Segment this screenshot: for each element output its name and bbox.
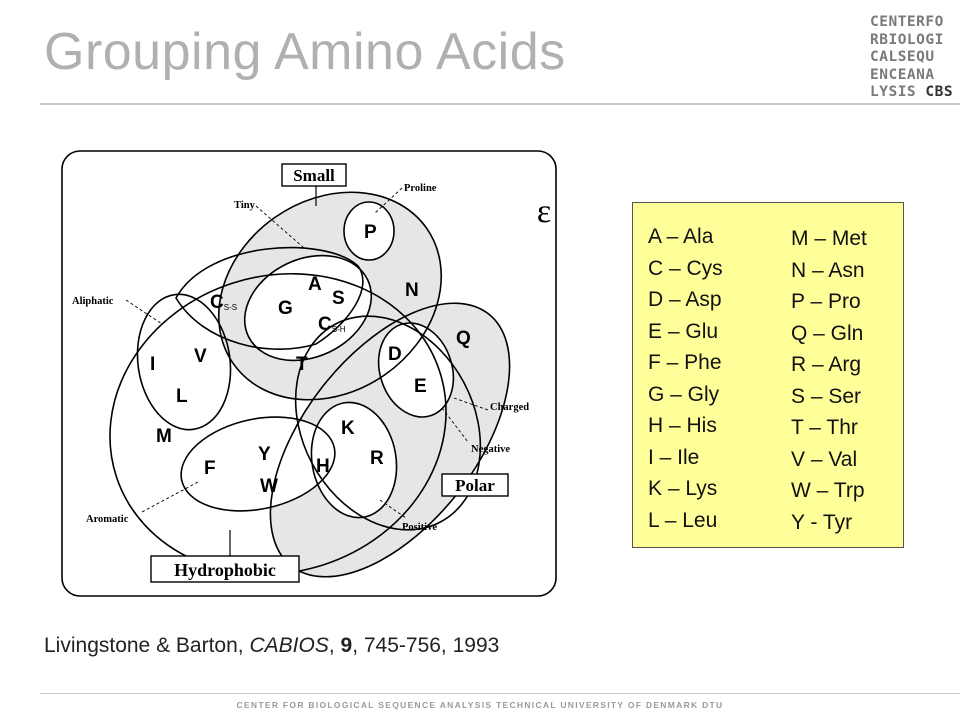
small-label: Small (293, 166, 335, 185)
footer-text: CENTER FOR BIOLOGICAL SEQUENCE ANALYSIS TECHNICAL UNIVERSITY OF DENMARK DTU (236, 700, 724, 710)
logo-line-2: RBIOLOGI (870, 31, 944, 48)
key-entry: D – Asp (648, 288, 722, 311)
citation (44, 634, 499, 658)
charged-callout: Charged (490, 402, 530, 413)
key-entry: I – Ile (648, 445, 700, 469)
logo-line-5 (870, 84, 953, 102)
key-entry: F – Phe (648, 351, 722, 374)
residue-D: D (388, 344, 402, 365)
title-divider (40, 103, 960, 105)
residue-C-sh-subscript: S-H (331, 325, 346, 334)
residue-T: T (296, 354, 308, 375)
logo-accent: CBS (925, 84, 954, 100)
residue-F: F (204, 458, 216, 479)
residue-S: S (332, 288, 345, 309)
key-entry: Q – Gln (791, 321, 864, 345)
residue-H: H (316, 456, 330, 477)
venn-diagram (58, 148, 558, 600)
page-title: Grouping Amino Acids (44, 23, 566, 81)
footer-divider (40, 693, 960, 694)
key-entry: T – Thr (791, 416, 858, 439)
citation-volume: 9 (340, 634, 353, 657)
citation-pages-year: , 745-756, 1993 (352, 634, 500, 657)
key-entry: S – Ser (791, 384, 862, 408)
citation-journal: CABIOS (249, 634, 329, 657)
key-entry: N – Asn (791, 258, 865, 282)
key-entry: L – Leu (648, 508, 718, 532)
key-entry: Y - Tyr (791, 510, 853, 534)
residue-Q: Q (456, 328, 471, 349)
logo-line-4: ENCEANA (870, 66, 935, 83)
residue-P: P (364, 222, 377, 243)
residue-G: G (278, 298, 293, 319)
positive-callout: Positive (402, 522, 437, 533)
logo-line-5-text: LYSIS (870, 84, 917, 100)
key-entry: K – Lys (648, 477, 718, 500)
residue-R: R (370, 448, 384, 469)
key-entry: P – Pro (791, 290, 861, 313)
key-entry: M – Met (791, 227, 867, 250)
residue-M: M (156, 426, 172, 447)
key-entry: A – Ala (648, 225, 714, 248)
key-entry: C – Cys (648, 256, 723, 280)
hydrophobic-label: Hydrophobic (174, 560, 276, 580)
residue-L: L (176, 386, 188, 407)
key-entry: E – Glu (648, 319, 719, 343)
residue-K: K (341, 418, 355, 439)
key-entry: W – Trp (791, 479, 865, 502)
aliphatic-callout: Aliphatic (72, 296, 114, 307)
cbs-logo (870, 14, 953, 102)
residue-W: W (260, 476, 278, 497)
residue-E: E (414, 376, 427, 397)
residue-N: N (405, 280, 419, 301)
aromatic-callout: Aromatic (86, 514, 129, 525)
residue-I: I (150, 354, 156, 375)
key-entry: V – Val (791, 447, 858, 471)
citation-authors: Livingstone & Barton, (44, 634, 250, 657)
key-column-right (791, 223, 867, 538)
tiny-callout: Tiny (234, 200, 255, 211)
epsilon-symbol: ε (536, 193, 552, 230)
key-column-left (648, 221, 723, 536)
logo-line-1: CENTERFO (870, 14, 944, 30)
amino-acid-key (632, 202, 904, 548)
residue-C-ss-subscript: S-S (223, 303, 238, 312)
key-entry: H – His (648, 414, 717, 437)
residue-A: A (308, 274, 322, 295)
residue-Y: Y (258, 444, 271, 465)
residue-C-sh-letter: C (318, 314, 332, 335)
polar-label: Polar (455, 476, 495, 495)
proline-callout: Proline (404, 183, 437, 194)
negative-callout: Negative (471, 444, 511, 455)
residue-C-ss-letter: C (210, 292, 224, 313)
citation-separator: , (328, 634, 341, 657)
logo-line-3: CALSEQU (870, 49, 935, 65)
key-entry: G – Gly (648, 382, 720, 406)
residue-V: V (194, 346, 207, 367)
key-entry: R – Arg (791, 353, 862, 376)
